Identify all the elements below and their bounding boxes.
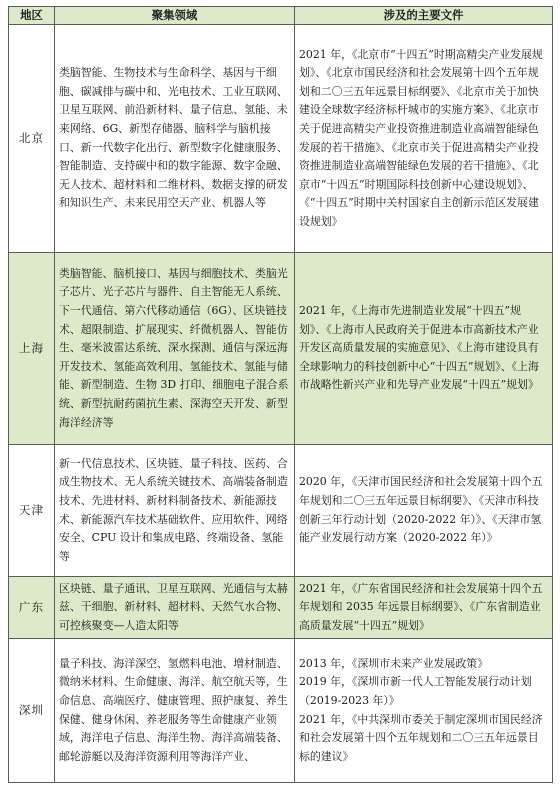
fields-cell: 类脑智能、生物技术与生命科学、基因与干细胞、碳减排与碳中和、光电技术、工业互联网、卫星互联网、前沿新材料、量子信息、氢能、未来网络、6G、新型存储器、脑科学与脑机接口、新一代数字化出行、新型数字化健康服务、智能制造、支持碳中和的数字能源、数字金融、无人技术、超材料和二维材料、数据支撑的研发和知识生产、未来民用空天产业、机器人等 [55, 25, 295, 253]
docs-cell: 2021 年，《广东省国民经济和社会发展第十四个五年规划和 2035 年远景目标纲要》、《广东省制造业高质量发展“十四五”规划》 [295, 577, 553, 639]
fields-cell: 类脑智能、脑机接口、基因与细胞技术、类脑光子芯片、光子芯片与器件、自主智能无人系统、下一代通信、第六代移动通信（6G）、区块链技术、超限制造、扩展现实、纤微机器人、智能仿生、毫米波雷达系统、深水探测、通信与深远海开发技术、氢能高效利用、氢能技术、氢能与储能、新型制造、生物 3D 打印、细胞电子混合系统、新型抗耐药菌抗生素、深海空天开发、新型海洋经济等 [55, 253, 295, 445]
docs-cell: 2020 年，《天津市国民经济和社会发展第十四个五年规划和二〇三五年远景目标纲要》、《天津市科技创新三年行动计划（2020-2022 年）》、《天津市氢能产业发展行动方案（2020-2022 年）》 [295, 445, 553, 577]
table-row [9, 445, 553, 577]
fields-cell: 区块链、量子通讯、卫星互联网、光通信与太赫兹、干细胞、新材料、超材料、天然气水合物、可控核聚变—人造太阳等 [55, 577, 295, 639]
policy-table [8, 6, 553, 783]
table-header [9, 7, 553, 25]
docs-cell: 2013 年，《深圳市未来产业发展政策》 2019 年，《深圳市新一代人工智能发展行动计划（2019-2023 年）》 2021 年，《中共深圳市委关于制定深圳市国民经济和社会发展第十四个五年规划和二〇三五年远景目标的建议》 [295, 639, 553, 783]
docs-cell: 2021 年，《北京市“十四五”时期高精尖产业发展规划》、《北京市国民经济和社会发展第十四个五年规划和二〇三五年远景目标纲要》、《北京市关于加快建设全球数字经济标杆城市的实施方案》、《北京市关于促进高精尖产业投资推进制造业高端智能绿色发展的若干措施》、《北京市关于促进高精尖产业投资推进制造业高端智能绿色发展的若干措施》、《北京市“十四五”时期国际科技创新中心建设规划》、《“十四五”时期中关村国家自主创新示范区发展建设规划》 [295, 25, 553, 253]
region-cell: 深圳 [9, 639, 55, 783]
table-row [9, 639, 553, 783]
region-cell: 北京 [9, 25, 55, 253]
table-row [9, 253, 553, 445]
region-cell: 天津 [9, 445, 55, 577]
header-docs: 涉及的主要文件 [295, 7, 553, 25]
header-region: 地区 [9, 7, 55, 25]
table-body [9, 25, 553, 783]
fields-cell: 量子科技、海洋深空、氢燃料电池、增材制造、微纳米材料、生命健康、海洋、航空航天等，生命信息、高端医疗、健康管理、照护康复、养生保健、健身休闲、养老服务等生命健康产业领域，海洋电子信息、海洋生物、海洋高端装备、邮轮游艇以及海洋资源利用等海洋产业、 [55, 639, 295, 783]
header-fields: 聚集领域 [55, 7, 295, 25]
region-cell: 上海 [9, 253, 55, 445]
policy-table-container [8, 6, 552, 783]
region-cell: 广东 [9, 577, 55, 639]
docs-cell: 2021 年，《上海市先进制造业发展“十四五”规划》、《上海市人民政府关于促进本市高新技术产业开发区高质量发展的实施意见》、《上海市建设具有全球影响力的科技创新中心“十四五”规划》、《上海市战略性新兴产业和先导产业发展“十四五”规划》 [295, 253, 553, 445]
fields-cell: 新一代信息技术、区块链、量子科技、医药、合成生物技术、无人系统关键技术、高端装备制造技术、先进材料、新材料制备技术、新能源技术、新能源汽车技术基础软件、应用软件、网络安全、CPU 设计和集成电路、终端设备、氢能等 [55, 445, 295, 577]
header-row [9, 7, 553, 25]
table-row [9, 577, 553, 639]
table-row [9, 25, 553, 253]
